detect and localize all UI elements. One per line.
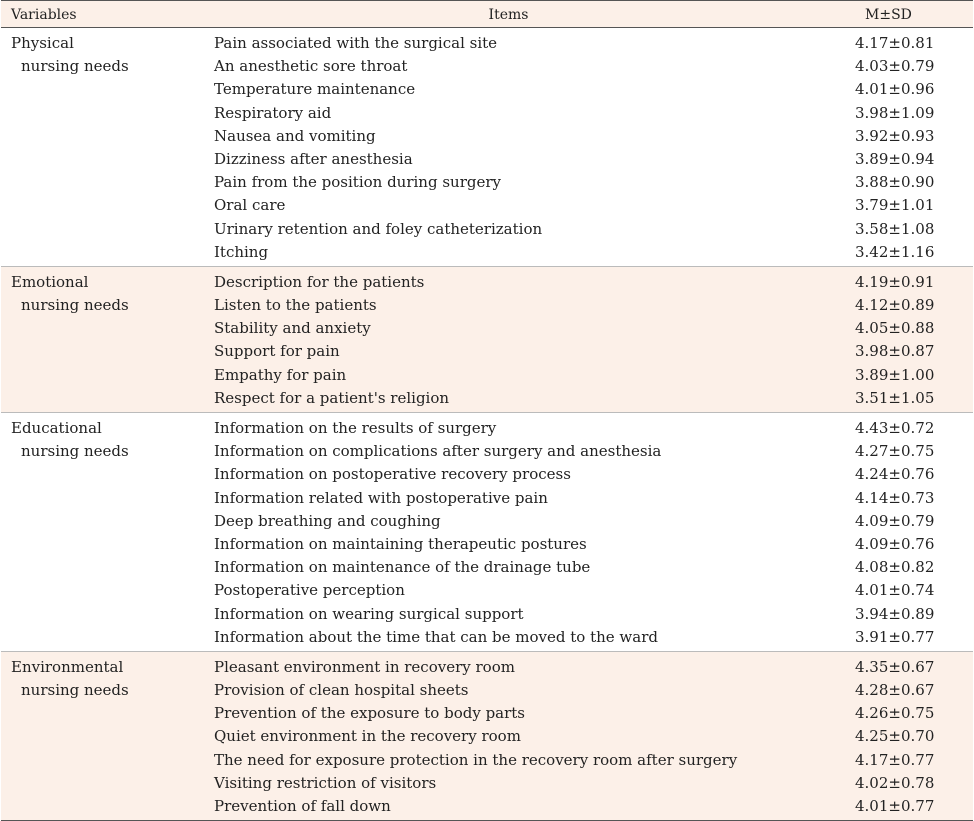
msd-value: 4.24±0.76 xyxy=(855,465,935,484)
msd-value: 4.28±0.67 xyxy=(855,681,935,700)
msd-value: 3.98±1.09 xyxy=(855,103,935,122)
item-text: An anesthetic sore throat xyxy=(214,57,408,76)
msd-value: 3.94±0.89 xyxy=(855,604,935,623)
msd-value: 4.01±0.74 xyxy=(855,581,935,600)
table-row xyxy=(1,340,973,363)
item-text: Dizziness after anesthesia xyxy=(214,149,413,168)
table-row xyxy=(1,364,973,387)
item-text: Quiet environment in the recovery room xyxy=(214,727,521,746)
item-text: Provision of clean hospital sheets xyxy=(214,681,469,700)
row-group xyxy=(1,412,973,651)
item-text: Information on postoperative recovery process xyxy=(214,465,571,484)
msd-value: 4.12±0.89 xyxy=(855,296,935,315)
table-row xyxy=(1,271,973,294)
variable-label: Physical xyxy=(11,34,74,52)
table-row xyxy=(1,317,973,340)
item-text: Respiratory aid xyxy=(214,103,332,122)
table-row xyxy=(1,656,973,679)
header-items: Items xyxy=(488,7,529,23)
table-row xyxy=(1,440,973,463)
item-text: Deep breathing and coughing xyxy=(214,511,441,530)
msd-value: 4.02±0.78 xyxy=(855,773,935,792)
table-row xyxy=(1,749,973,772)
table-row xyxy=(1,579,973,602)
item-text: Oral care xyxy=(214,196,286,215)
item-text: Listen to the patients xyxy=(214,296,377,315)
table-row xyxy=(1,125,973,148)
item-text: Information about the time that can be moved to the ward xyxy=(214,627,658,646)
item-text: Urinary retention and foley catheterization xyxy=(214,219,543,238)
variable-sublabel: nursing needs xyxy=(21,681,129,700)
table-body xyxy=(1,28,973,820)
needs-table xyxy=(1,0,973,821)
item-text: Visiting restriction of visitors xyxy=(214,773,437,792)
table-row xyxy=(1,32,973,55)
msd-value: 3.98±0.87 xyxy=(855,342,935,361)
table-row xyxy=(1,171,973,194)
item-text: Postoperative perception xyxy=(214,581,405,600)
item-text: Nausea and vomiting xyxy=(214,126,376,145)
msd-value: 3.91±0.77 xyxy=(855,627,935,646)
msd-value: 3.51±1.05 xyxy=(855,388,935,407)
table-row xyxy=(1,725,973,748)
table-row xyxy=(1,487,973,510)
table-row xyxy=(1,556,973,579)
item-text: Information on maintenance of the drainage tube xyxy=(214,558,591,577)
item-text: Description for the patients xyxy=(214,272,425,291)
table-row xyxy=(1,241,973,264)
item-text: Support for pain xyxy=(214,342,340,361)
msd-value: 4.09±0.79 xyxy=(855,511,935,530)
variable-label: Educational xyxy=(11,419,102,437)
item-text: Stability and anxiety xyxy=(214,319,371,338)
msd-value: 3.58±1.08 xyxy=(855,219,935,238)
msd-value: 3.42±1.16 xyxy=(855,242,935,261)
row-group xyxy=(1,28,973,266)
msd-value: 4.19±0.91 xyxy=(855,272,935,291)
table-row xyxy=(1,603,973,626)
msd-value: 4.01±0.77 xyxy=(855,797,935,815)
item-text: The need for exposure protection in the recovery room after surgery xyxy=(214,750,738,769)
table-row xyxy=(1,387,973,410)
item-text: Temperature maintenance xyxy=(214,80,416,99)
msd-value: 4.43±0.72 xyxy=(855,419,935,437)
msd-value: 4.01±0.96 xyxy=(855,80,935,99)
msd-value: 4.05±0.88 xyxy=(855,319,935,338)
item-text: Respect for a patient's religion xyxy=(214,388,450,407)
variable-sublabel: nursing needs xyxy=(21,296,129,315)
table-row xyxy=(1,533,973,556)
header-variables: Variables xyxy=(11,7,77,23)
msd-value: 4.27±0.75 xyxy=(855,442,935,461)
msd-value: 4.25±0.70 xyxy=(855,727,935,746)
table-row xyxy=(1,78,973,101)
table-row xyxy=(1,218,973,241)
table-row xyxy=(1,55,973,78)
item-text: Prevention of the exposure to body parts xyxy=(214,704,526,723)
row-group xyxy=(1,651,973,820)
variable-sublabel: nursing needs xyxy=(21,442,129,461)
item-text: Prevention of fall down xyxy=(214,797,391,815)
header-msd: M±SD xyxy=(865,7,912,23)
table-row xyxy=(1,510,973,533)
item-text: Information on complications after surgery and anesthesia xyxy=(214,442,662,461)
table-row xyxy=(1,148,973,171)
msd-value: 3.79±1.01 xyxy=(855,196,935,215)
item-text: Pain from the position during surgery xyxy=(214,173,501,192)
table-header xyxy=(1,0,973,28)
msd-value: 4.17±0.77 xyxy=(855,750,935,769)
variable-label: Emotional xyxy=(11,272,89,291)
item-text: Information on the results of surgery xyxy=(214,419,497,437)
msd-value: 4.09±0.76 xyxy=(855,534,935,553)
item-text: Information on wearing surgical support xyxy=(214,604,524,623)
item-text: Empathy for pain xyxy=(214,365,347,384)
item-text: Pain associated with the surgical site xyxy=(214,34,498,52)
variable-label: Environmental xyxy=(11,657,124,676)
table-row xyxy=(1,702,973,725)
table-row xyxy=(1,679,973,702)
msd-value: 4.17±0.81 xyxy=(855,34,935,52)
row-group xyxy=(1,266,973,412)
msd-value: 4.08±0.82 xyxy=(855,558,935,577)
item-text: Itching xyxy=(214,242,269,261)
table-row xyxy=(1,626,973,649)
table-row xyxy=(1,772,973,795)
msd-value: 3.89±0.94 xyxy=(855,149,935,168)
item-text: Information on maintaining therapeutic postures xyxy=(214,534,587,553)
msd-value: 3.88±0.90 xyxy=(855,173,935,192)
table-row xyxy=(1,194,973,217)
table-row xyxy=(1,417,973,440)
msd-value: 3.92±0.93 xyxy=(855,126,935,145)
table-row xyxy=(1,102,973,125)
msd-value: 4.35±0.67 xyxy=(855,657,935,676)
variable-sublabel: nursing needs xyxy=(21,57,129,76)
item-text: Pleasant environment in recovery room xyxy=(214,657,515,676)
table-row xyxy=(1,795,973,818)
msd-value: 4.03±0.79 xyxy=(855,57,935,76)
msd-value: 4.14±0.73 xyxy=(855,488,935,507)
table-row xyxy=(1,463,973,486)
msd-value: 4.26±0.75 xyxy=(855,704,935,723)
msd-value: 3.89±1.00 xyxy=(855,365,935,384)
item-text: Information related with postoperative pain xyxy=(214,488,548,507)
table-row xyxy=(1,294,973,317)
